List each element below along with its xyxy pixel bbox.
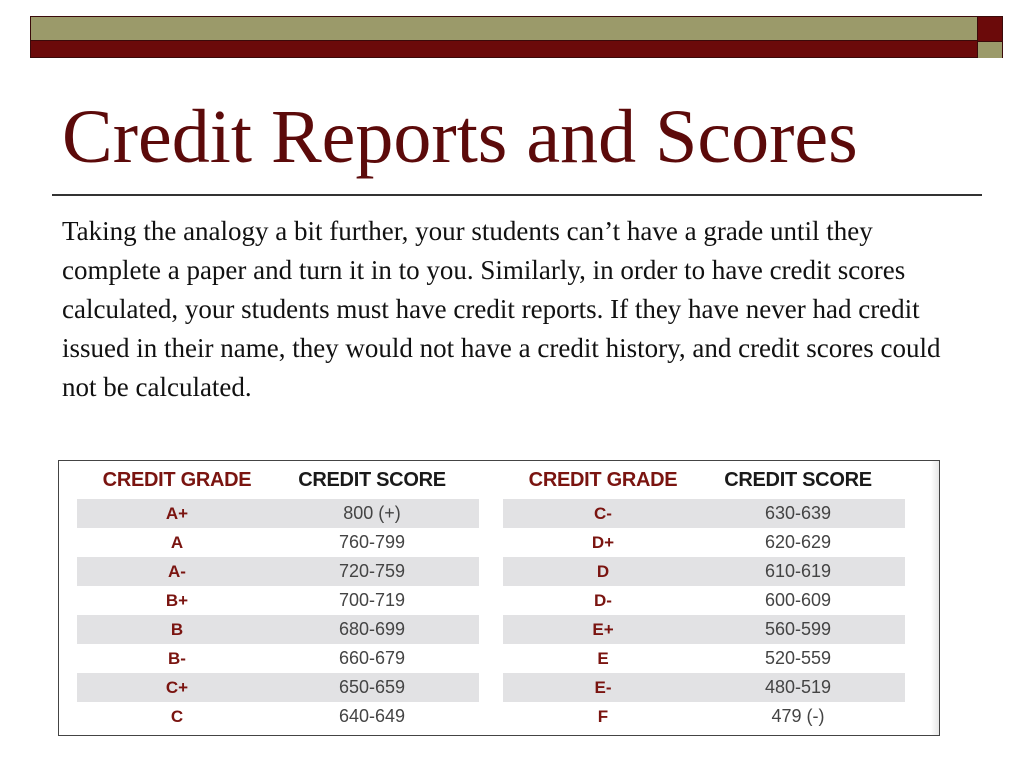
score-cell: 640-649 bbox=[338, 706, 406, 726]
score-cell: 479 (-) bbox=[771, 706, 825, 726]
table-row bbox=[503, 499, 905, 528]
table-row bbox=[77, 586, 479, 615]
grade-cell: B- bbox=[168, 648, 186, 668]
header-credit-score: CREDIT SCORE bbox=[298, 468, 446, 491]
table-row bbox=[77, 644, 479, 673]
grade-cell: E+ bbox=[592, 619, 614, 639]
grade-cell: A bbox=[170, 532, 184, 552]
table-row bbox=[77, 673, 479, 702]
grade-cell: D+ bbox=[591, 532, 615, 552]
score-cell: 720-759 bbox=[338, 561, 406, 581]
score-cell: 480-519 bbox=[764, 677, 832, 697]
grade-cell: E bbox=[597, 648, 609, 668]
credit-grade-table-left bbox=[77, 461, 479, 731]
slide-body-text: Taking the analogy a bit further, your students can’t have a grade until they complete a paper and turn it in to you. Similarly, in order to have credit scores calculated, your students must have credit reports. If they have never had credit issued in their name, they would not have a credit history, and credit scores could not be calculated. bbox=[62, 216, 941, 402]
score-cell: 630-639 bbox=[764, 503, 832, 523]
header-credit-score: CREDIT SCORE bbox=[724, 468, 872, 491]
credit-grade-table bbox=[58, 460, 940, 736]
score-cell: 520-559 bbox=[764, 648, 832, 668]
grade-cell: C bbox=[170, 706, 184, 726]
credit-grade-table-right bbox=[503, 461, 905, 731]
grade-cell: C- bbox=[594, 503, 612, 523]
header-decoration-bar bbox=[30, 16, 978, 58]
slide-title: Credit Reports and Scores bbox=[62, 95, 858, 179]
grade-cell: A+ bbox=[165, 503, 189, 523]
score-cell: 680-699 bbox=[338, 619, 406, 639]
score-cell: 610-619 bbox=[764, 561, 832, 581]
table-row bbox=[77, 615, 479, 644]
score-cell: 800 (+) bbox=[343, 503, 401, 523]
grade-cell: D- bbox=[594, 590, 612, 610]
table-row bbox=[503, 644, 905, 673]
header-corner-square-lower bbox=[978, 41, 1002, 58]
grade-cell: A- bbox=[168, 561, 186, 581]
header-olive-stripe bbox=[31, 17, 977, 41]
grade-cell: B+ bbox=[165, 590, 189, 610]
table-row bbox=[77, 499, 479, 528]
score-cell: 600-609 bbox=[764, 590, 832, 610]
score-cell: 620-629 bbox=[764, 532, 832, 552]
table-row bbox=[77, 702, 479, 731]
grade-cell: F bbox=[597, 706, 609, 726]
title-divider bbox=[52, 194, 982, 196]
score-cell: 760-799 bbox=[338, 532, 406, 552]
table-row bbox=[77, 528, 479, 557]
table-row bbox=[503, 673, 905, 702]
table-row bbox=[503, 586, 905, 615]
grade-cell: E- bbox=[594, 677, 612, 697]
header-credit-grade: CREDIT GRADE bbox=[102, 468, 252, 491]
grade-cell: C+ bbox=[165, 677, 189, 697]
score-cell: 700-719 bbox=[338, 590, 406, 610]
header-credit-grade: CREDIT GRADE bbox=[528, 468, 678, 491]
table-header bbox=[503, 461, 905, 499]
grade-cell: B bbox=[170, 619, 184, 639]
score-cell: 660-679 bbox=[338, 648, 406, 668]
grade-cell: D bbox=[596, 561, 610, 581]
table-row bbox=[503, 702, 905, 731]
header-corner-square bbox=[977, 16, 1003, 58]
table-header bbox=[77, 461, 479, 499]
table-row bbox=[503, 528, 905, 557]
table-row bbox=[77, 557, 479, 586]
score-cell: 560-599 bbox=[764, 619, 832, 639]
table-row bbox=[503, 557, 905, 586]
table-row bbox=[503, 615, 905, 644]
score-cell: 650-659 bbox=[338, 677, 406, 697]
